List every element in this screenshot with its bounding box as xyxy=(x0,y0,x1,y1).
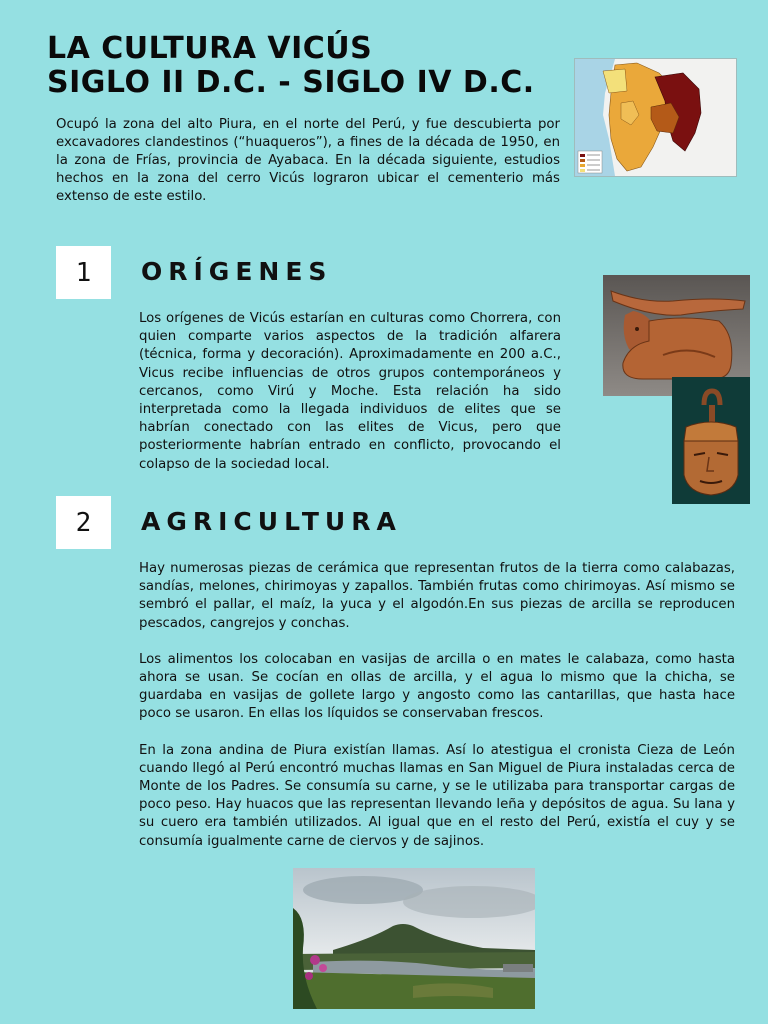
paragraph: Los alimentos los colocaban en vasijas de arcilla o en mates le calabaza, como hasta ahora se usan. Se cocían en ollas de arcilla, y el agua lo mismo que la chicha, se guardaba en vasijas de gollete largo y angosto como las cantarillas, que hasta hace poco se usaron. En ellas los líquidos se conservaban frescos. xyxy=(139,651,735,722)
ceramic-head-vessel-photo xyxy=(672,377,750,504)
section-number-2: 2 xyxy=(56,496,111,549)
title-line-2: SIGLO II D.C. - SIGLO IV D.C. xyxy=(47,65,535,100)
section-heading-agricultura: AGRICULTURA xyxy=(141,507,402,536)
intro-paragraph: Ocupó la zona del alto Piura, en el norte del Perú, y fue descubierta por excavadores clandestinos (“huaqueros”), a fines de la década de 1950, en la zona de Frías, provincia de Ayabaca. En la década siguiente, estudios hechos en la zona del cerro Vicús lograron ubicar el cementerio más extenso de este estilo. xyxy=(56,117,560,204)
section-heading-origenes: ORÍGENES xyxy=(141,257,333,286)
page-title xyxy=(47,32,535,100)
title-line-1: LA CULTURA VICÚS xyxy=(47,31,373,66)
section-number-1: 1 xyxy=(56,246,111,299)
paragraph: Hay numerosas piezas de cerámica que representan frutos de la tierra como calabazas, sandías, melones, chirimoyas y zapallos. También frutas como chirimoyas. Así mismo se sembró el pallar, el maíz, la yuca y el algodón.En sus piezas de arcilla se reproducen pescados, cangrejos y conchas. xyxy=(139,561,735,631)
map-image xyxy=(574,58,737,177)
section-body-agricultura xyxy=(139,560,735,869)
paragraph: En la zona andina de Piura existían llamas. Así lo atestigua el cronista Cieza de León cuando llegó al Perú encontró muchas llamas en San Miguel de Piura instaladas cerca de Monte de los Padres. Se consumía su carne, y se le utilizaba para transportar cargas de poco peso. Hay huacos que las representan llevando leña y depósitos de agua. Su lana y su cuero era también utilizados. Al igual que en el resto del Perú, existía el cuy y se consumía igualmente carne de ciervos y de sajinos. xyxy=(139,742,735,849)
landscape-photo xyxy=(293,868,535,1009)
section-body-origenes xyxy=(139,310,561,492)
paragraph: Los orígenes de Vicús estarían en culturas como Chorrera, con quien comparte varios aspectos de la tradición alfarera (técnica, forma y decoración). Aproximadamente en 200 a.C., Vicus recibe influencias de otros grupos contemporáneos y cercanos, como Virú y Moche. Esta relación ha sido interpretada como la llegada individuos de elites que se habrían conectado con las elites de Vicus, pero que posteriormente habrían entrado en conflicto, provocando el colapso de la sociedad local. xyxy=(139,311,561,472)
